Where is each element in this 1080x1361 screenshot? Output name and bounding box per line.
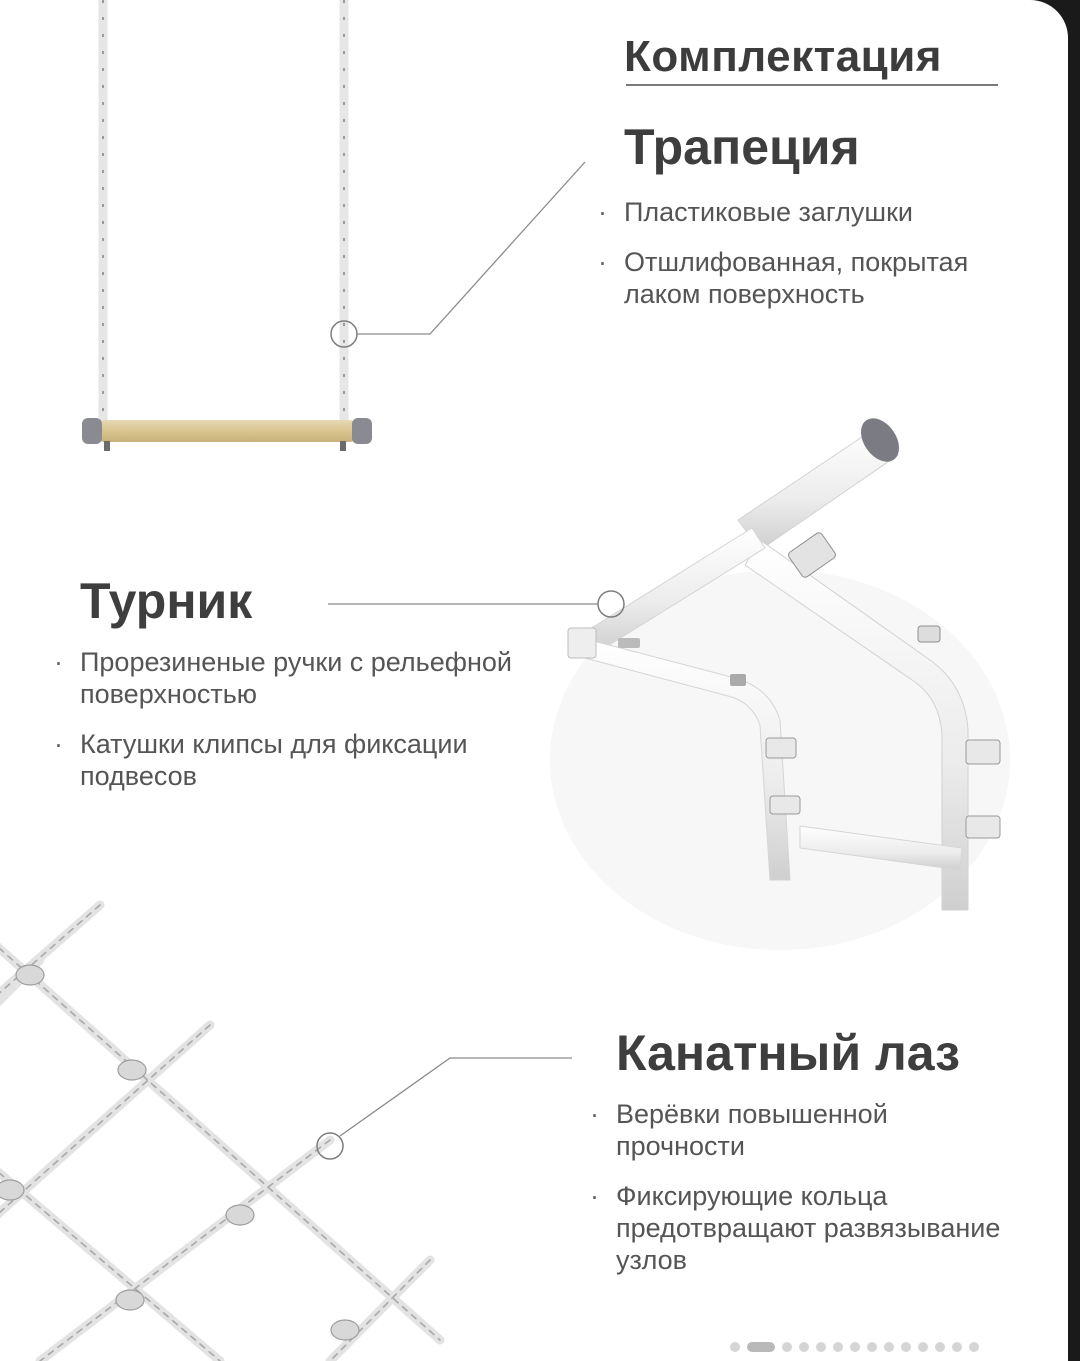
callout-net [317, 1058, 572, 1159]
bullet-icon: · [598, 247, 607, 277]
pager-dot[interactable] [816, 1342, 826, 1352]
pullup-bar-image [550, 411, 1010, 950]
trapeze-features [598, 196, 1044, 328]
callout-trapeze [331, 162, 585, 347]
carousel-pager[interactable] [730, 1342, 979, 1352]
callout-pullup [328, 591, 624, 617]
bullet-icon: · [590, 1099, 599, 1129]
feature-text: Отшлифованная, покрытая лаком поверхность [624, 247, 969, 309]
pager-dot[interactable] [901, 1342, 911, 1352]
rope-net-heading: Канатный лаз [616, 1025, 960, 1081]
title-underline [626, 84, 998, 86]
pager-dot[interactable] [918, 1342, 928, 1352]
pager-dot[interactable] [799, 1342, 809, 1352]
feature-text: Прорезиненые ручки с рельефной поверхностью [80, 647, 512, 709]
feature-text: Катушки клипсы для фиксации подвесов [80, 729, 468, 791]
callout-circle-icon [598, 591, 624, 617]
list-item [590, 1098, 1016, 1162]
rope-net-image [0, 905, 440, 1361]
pager-dot[interactable] [747, 1342, 775, 1352]
pager-dot[interactable] [850, 1342, 860, 1352]
bullet-icon: · [54, 729, 63, 759]
feature-text: Фиксирующие кольца предотвращают развязывание узлов [616, 1181, 1001, 1275]
bullet-icon: · [54, 647, 63, 677]
trapeze-image [82, 0, 372, 451]
feature-text: Верёвки повышенной прочности [616, 1099, 888, 1161]
list-item [598, 196, 1044, 228]
list-item [54, 728, 520, 792]
bullet-icon: · [598, 197, 607, 227]
pager-dot[interactable] [730, 1342, 740, 1352]
pager-dot[interactable] [969, 1342, 979, 1352]
trapeze-heading: Трапеция [624, 119, 860, 175]
pullup-features [54, 646, 520, 810]
pager-dot[interactable] [782, 1342, 792, 1352]
pager-dot[interactable] [833, 1342, 843, 1352]
list-item [590, 1180, 1016, 1276]
bullet-icon: · [590, 1181, 599, 1211]
rope-net-features [590, 1098, 1016, 1294]
page-title: Комплектация [624, 32, 942, 81]
pager-dot[interactable] [935, 1342, 945, 1352]
feature-text: Пластиковые заглушки [624, 197, 913, 227]
pager-dot[interactable] [952, 1342, 962, 1352]
list-item [54, 646, 520, 710]
pullup-heading: Турник [80, 573, 253, 629]
pager-dot[interactable] [884, 1342, 894, 1352]
pager-dot[interactable] [867, 1342, 877, 1352]
list-item [598, 246, 1044, 310]
